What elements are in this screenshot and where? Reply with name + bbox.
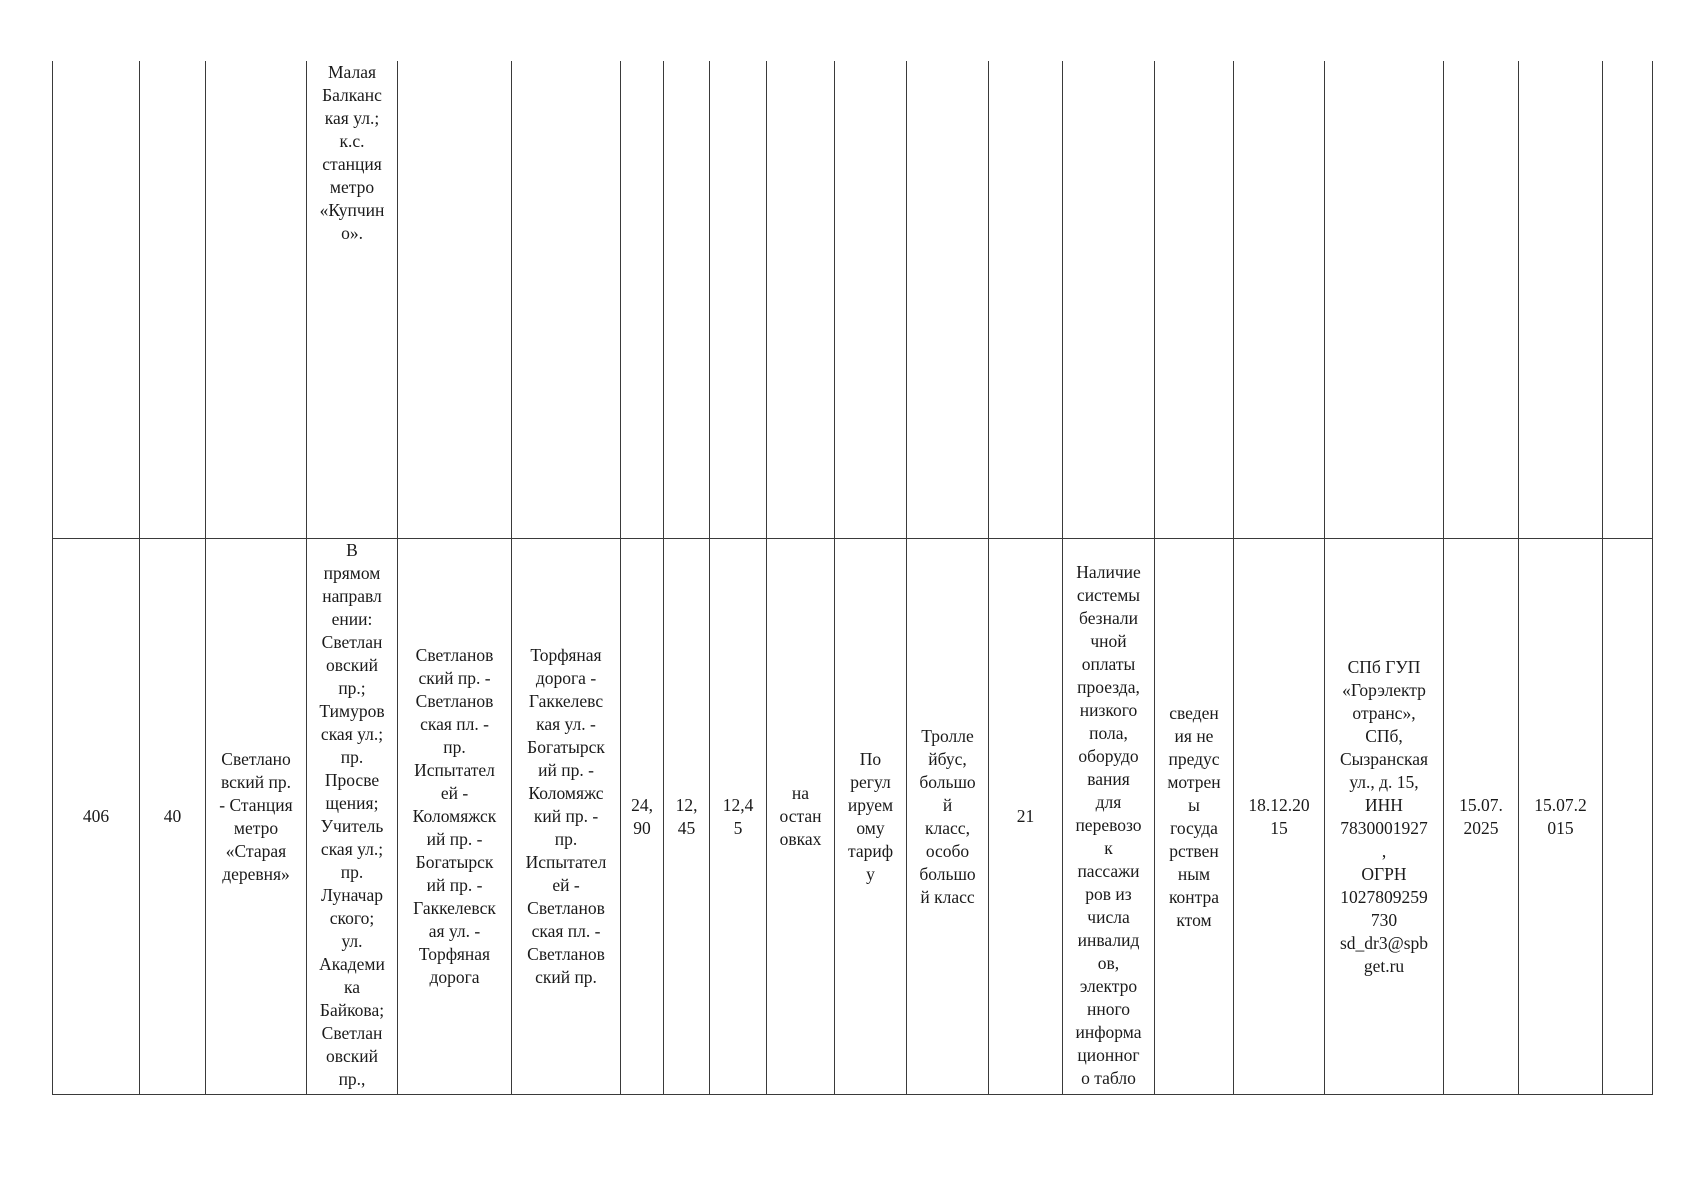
cell-start-date: 18.12.20 15: [1234, 539, 1325, 1095]
cell-reverse-path: Торфяная дорога - Гаккелевс кая ул. - Богатырск ий пр. - Коломяжс кий пр. - пр. Испытател ей - Светланов ская пл. - Светланов ский пр.: [512, 539, 621, 1095]
cell-length-reverse: 12,4 5: [710, 539, 767, 1095]
cell-extra-empty: [1603, 61, 1653, 539]
cell-vehicle-count-empty: [989, 61, 1063, 539]
cell-route-name: Светлано вский пр. - Станция метро «Старая деревня»: [206, 539, 307, 1095]
cell-length-forward-empty: [664, 61, 710, 539]
cell-carrier-empty: [1325, 61, 1444, 539]
cell-contract-end: 15.07. 2025: [1444, 539, 1519, 1095]
stops-tail-text: Малая Балканс кая ул.; к.с. станция метро «Купчин о».: [319, 62, 385, 243]
cell-length-forward: 12, 45: [664, 539, 710, 1095]
cell-route-number-empty: [140, 61, 206, 539]
table-row-continuation: [53, 61, 1653, 539]
cell-forward-path: Светланов ский пр. - Светланов ская пл. - пр. Испытател ей - Коломяжск ий пр. - Богатырск ий пр. - Гаккелевск ая ул. - Торфяная дорога: [398, 539, 512, 1095]
cell-tariff: По регул ируем ому тариф у: [835, 539, 907, 1095]
cell-vehicle-type: Тролле йбус, большо й класс, особо большо й класс: [907, 539, 989, 1095]
cell-stops-continued: [307, 61, 398, 539]
cell-route-number: 40: [140, 539, 206, 1095]
table-row-route-406: [53, 539, 1653, 1095]
cell-length-total-empty: [621, 61, 664, 539]
cell-features-empty: [1063, 61, 1155, 539]
cell-contract-info-empty: [1155, 61, 1234, 539]
cell-vehicle-type-empty: [907, 61, 989, 539]
cell-extra: [1603, 539, 1653, 1095]
cell-forward-path-empty: [398, 61, 512, 539]
cell-vehicle-count: 21: [989, 539, 1063, 1095]
cell-registry-number: 406: [53, 539, 140, 1095]
cell-length-total: 24, 90: [621, 539, 664, 1095]
cell-contract-end-empty: [1444, 61, 1519, 539]
cell-vehicle-features: Наличие системы безнали чной оплаты проезда, низкого пола, оборудо вания для перевозо к пассажи ров из числа инвалид ов, электро нного информа ционног о табло: [1063, 539, 1155, 1095]
route-registry-table: [52, 61, 1653, 1095]
cell-contract-start-empty: [1519, 61, 1603, 539]
cell-contract-info: сведен ия не предус мотрен ы госуда рствен ным контра ктом: [1155, 539, 1234, 1095]
cell-contract-start: 15.07.2 015: [1519, 539, 1603, 1095]
cell-reverse-path-empty: [512, 61, 621, 539]
cell-registry-number-empty: [53, 61, 140, 539]
cell-route-name-empty: [206, 61, 307, 539]
cell-boarding-empty: [767, 61, 835, 539]
cell-carrier: СПб ГУП «Горэлектр отранс», СПб, Сызранская ул., д. 15, ИНН 7830001927 , ОГРН 1027809259 730 sd_dr3@spb get.ru: [1325, 539, 1444, 1095]
cell-boarding-order: на остан овках: [767, 539, 835, 1095]
cell-stops: В прямом направл ении: Светлан овский пр.; Тимуров ская ул.; пр. Просве щения; Учитель ская ул.; пр. Луначар ского; ул. Академи ка Байкова; Светлан овский пр.,: [307, 539, 398, 1095]
cell-start-date-empty: [1234, 61, 1325, 539]
cell-length-reverse-empty: [710, 61, 767, 539]
cell-tariff-empty: [835, 61, 907, 539]
